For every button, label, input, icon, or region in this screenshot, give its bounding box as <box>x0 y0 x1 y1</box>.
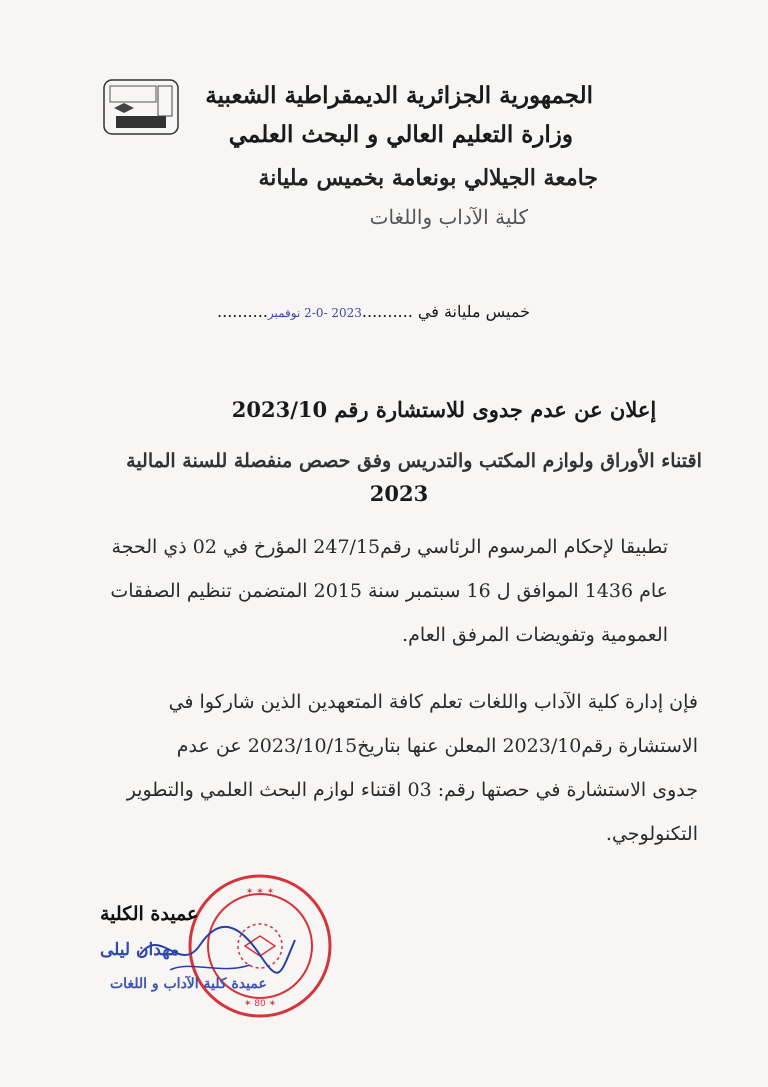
paragraph-announcement <box>108 680 698 856</box>
announcement-year: 2023 <box>369 481 429 506</box>
paragraph-line: الاستشارة رقم2023/10 المعلن عنها بتاريخ2023/10/15 عن عدم <box>176 735 698 757</box>
paragraph-line: العمومية وتفويضات المرفق العام. <box>402 624 668 646</box>
svg-text:✶ 80 ✶: ✶ 80 ✶ <box>243 999 277 1009</box>
faculty-name: كلية الآداب واللغات <box>369 205 528 229</box>
paragraph-legal-basis <box>108 525 668 657</box>
paragraph-line: تطبيقا لإحكام المرسوم الرئاسي رقم247/15 المؤرخ في 02 ذي الحجة <box>111 536 668 558</box>
paragraph-line: فإن إدارة كلية الآداب واللغات تعلم كافة المتعهدين الذين شاركوا في <box>168 691 698 713</box>
signatory-title: عميدة الكلية <box>100 903 199 925</box>
date-line <box>110 302 530 321</box>
announcement-subtitle: اقتناء الأوراق ولوازم المكتب والتدريس وفق حصص منفصلة للسنة المالية <box>126 450 702 472</box>
signatory-name: مهدان ليلى <box>100 940 180 960</box>
university-name: جامعة الجيلالي بونعامة بخميس مليانة <box>258 165 598 191</box>
announcement-title: إعلان عن عدم جدوى للاستشارة رقم 2023/10 <box>231 397 657 422</box>
country-name: الجمهورية الجزائرية الديمقراطية الشعبية <box>205 82 593 109</box>
paragraph-line: جدوى الاستشارة في حصتها رقم: 03 اقتناء لوازم البحث العلمي والتطوير <box>126 779 698 801</box>
date-suffix: .......... <box>217 302 268 321</box>
paragraph-line: عام 1436 الموافق ل 16 سبتمبر سنة 2015 المتضمن تنظيم الصفقات <box>110 580 668 602</box>
university-logo-icon <box>96 76 182 138</box>
paragraph-line: التكنولوجي. <box>605 823 698 845</box>
svg-text:✶ ✶ ✶: ✶ ✶ ✶ <box>245 887 275 897</box>
date-prefix: خميس مليانة في .......... <box>361 302 530 321</box>
signatory-faculty: عميدة كلية الآداب و اللغات <box>110 976 267 992</box>
ministry-name: وزارة التعليم العالي و البحث العلمي <box>228 121 573 148</box>
date-stamp: 2023 -0-2 نوفمبر <box>267 306 362 320</box>
